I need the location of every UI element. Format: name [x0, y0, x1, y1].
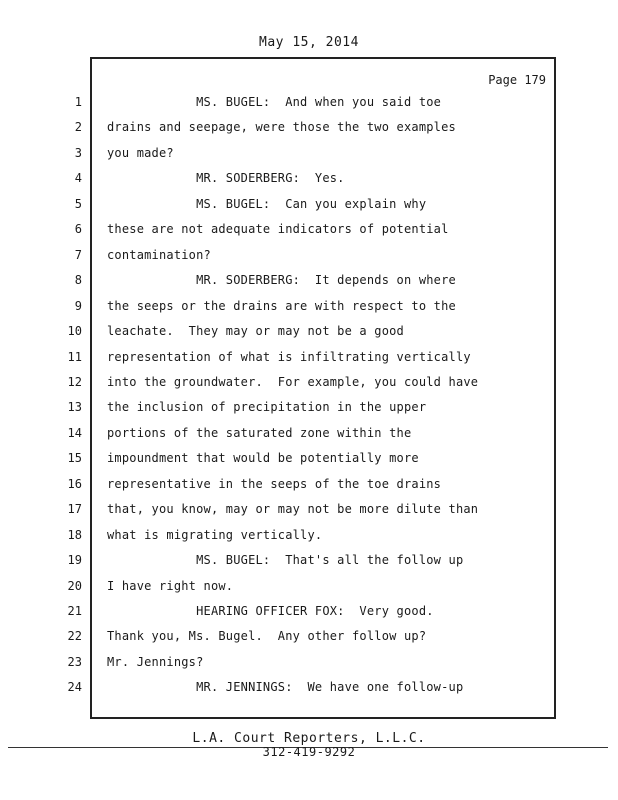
transcript-line	[0, 171, 618, 191]
transcript-line	[0, 120, 618, 140]
transcript-line	[0, 604, 618, 624]
transcript-line	[0, 400, 618, 420]
line-number: 18	[67, 527, 82, 542]
line-text: Mr. Jennings?	[107, 654, 204, 669]
line-number: 20	[67, 578, 82, 593]
transcript-line	[0, 146, 618, 166]
line-text: impoundment that would be potentially more	[107, 451, 419, 466]
line-text: what is migrating vertically.	[107, 527, 323, 542]
line-text: MR. JENNINGS: We have one follow-up	[107, 680, 464, 695]
line-number: 15	[67, 451, 82, 466]
line-text: MS. BUGEL: And when you said toe	[107, 95, 442, 109]
line-number: 9	[74, 298, 82, 313]
transcript-line	[0, 248, 618, 268]
line-text: the inclusion of precipitation in the upper	[107, 400, 427, 415]
court-reporter-phone: 312-419-9292	[262, 745, 356, 759]
line-number: 10	[67, 324, 82, 339]
line-text: MS. BUGEL: That's all the follow up	[107, 553, 464, 568]
line-number: 5	[74, 196, 82, 211]
line-text: you made?	[107, 145, 174, 160]
transcript-line	[0, 629, 618, 649]
transcript-line	[0, 197, 618, 217]
court-reporter-name: L.A. Court Reporters, L.L.C.	[192, 731, 426, 746]
transcript-line	[0, 528, 618, 548]
line-text: I have right now.	[107, 578, 234, 593]
line-number: 8	[74, 273, 82, 288]
page-number: Page 179	[488, 73, 546, 87]
line-text: Thank you, Ms. Bugel. Any other follow up?	[107, 629, 427, 644]
transcript-line	[0, 95, 618, 115]
line-number: 7	[74, 247, 82, 262]
line-number: 11	[67, 349, 82, 364]
line-number: 21	[67, 604, 82, 618]
line-text: the seeps or the drains are with respect to the	[107, 298, 456, 313]
line-text: these are not adequate indicators of potential	[107, 222, 449, 237]
transcript-line	[0, 680, 618, 700]
transcript-line	[0, 502, 618, 522]
line-number: 24	[67, 680, 82, 695]
line-number: 23	[67, 654, 82, 669]
line-text: MR. SODERBERG: It depends on where	[107, 273, 456, 288]
line-number: 2	[74, 120, 82, 135]
transcript-line	[0, 451, 618, 471]
line-text: MS. BUGEL: Can you explain why	[107, 196, 427, 211]
line-number: 22	[67, 629, 82, 644]
line-number: 12	[67, 374, 82, 389]
transcript-line	[0, 579, 618, 599]
transcript-line	[0, 553, 618, 573]
line-number: 4	[74, 171, 82, 186]
line-text: that, you know, may or may not be more dilute than	[107, 502, 479, 517]
line-number: 3	[74, 145, 82, 160]
line-text: leachate. They may or may not be a good	[107, 324, 404, 339]
transcript-line	[0, 655, 618, 675]
line-number: 16	[67, 476, 82, 491]
line-text: into the groundwater. For example, you could have	[107, 374, 479, 389]
transcript-line	[0, 426, 618, 446]
line-number: 19	[67, 553, 82, 568]
line-text: HEARING OFFICER FOX: Very good.	[107, 604, 434, 618]
line-text: representative in the seeps of the toe drains	[107, 476, 442, 491]
line-number: 6	[74, 222, 82, 237]
line-number: 14	[67, 425, 82, 440]
line-text: contamination?	[107, 247, 211, 262]
transcript-line	[0, 350, 618, 370]
line-number: 1	[74, 95, 82, 109]
line-number: 17	[67, 502, 82, 517]
transcript-line	[0, 299, 618, 319]
transcript-line	[0, 324, 618, 344]
line-text: representation of what is infiltrating vertically	[107, 349, 471, 364]
line-text: MR. SODERBERG: Yes.	[107, 171, 345, 186]
line-text: portions of the saturated zone within the	[107, 425, 412, 440]
line-number: 13	[67, 400, 82, 415]
transcript-line	[0, 222, 618, 242]
transcript-line	[0, 375, 618, 395]
page-date-header: May 15, 2014	[259, 35, 359, 50]
transcript-line	[0, 273, 618, 293]
transcript-line	[0, 477, 618, 497]
line-text: drains and seepage, were those the two examples	[107, 120, 456, 135]
